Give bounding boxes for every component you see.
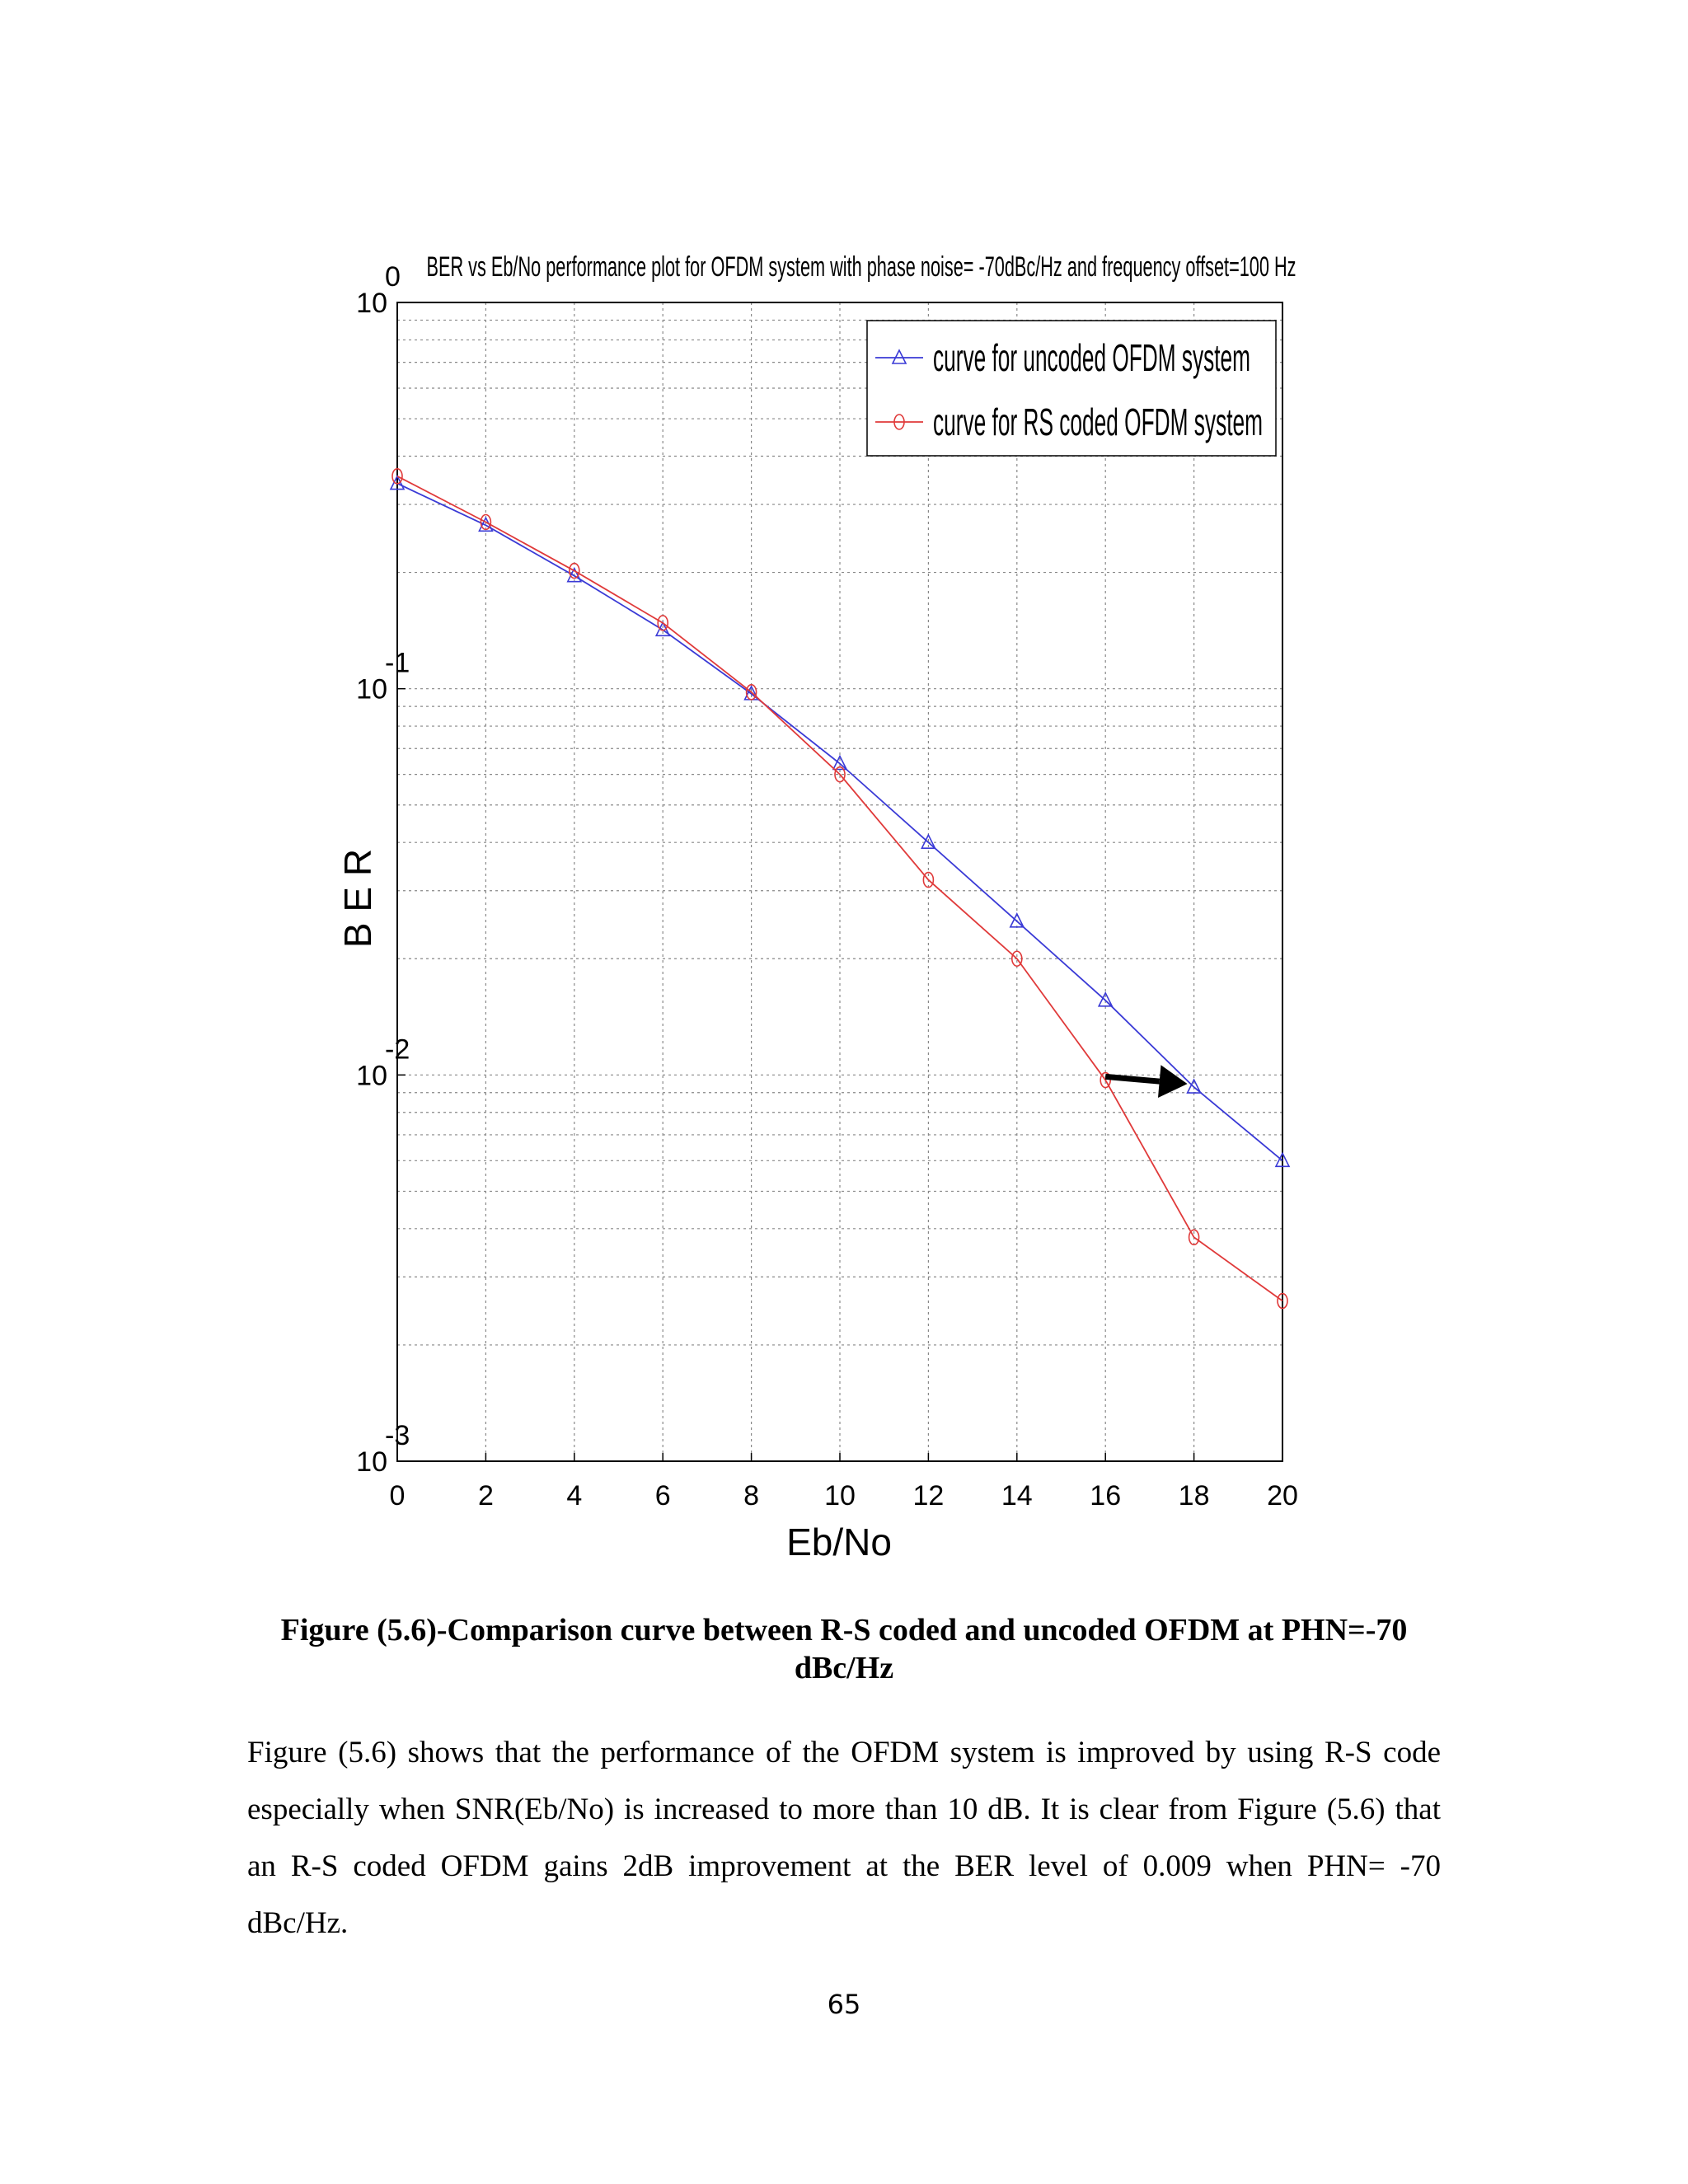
page-number: 65 (827, 1989, 861, 2020)
x-tick-label: 4 (566, 1480, 583, 1511)
x-tick-label: 14 (1001, 1480, 1033, 1511)
x-axis-label: Eb/No (786, 1521, 892, 1563)
y-tick-exponent: -3 (385, 1420, 410, 1451)
grid (397, 302, 1282, 1461)
x-tick-label: 12 (912, 1480, 945, 1511)
x-tick-label: 6 (654, 1480, 671, 1511)
x-tick-label: 18 (1178, 1480, 1210, 1511)
legend-label: curve for RS coded OFDM system (933, 401, 1263, 443)
x-tick-label: 16 (1090, 1480, 1122, 1511)
y-tick-base: 10 (356, 288, 387, 319)
chart-title: BER vs Eb/No performance plot for OFDM system with phase noise= -70dBc/Hz and frequency offset=100 Hz (426, 251, 1296, 283)
legend (867, 321, 1276, 456)
y-tick-base: 10 (356, 673, 387, 705)
figure-caption: Figure (5.6)-Comparison curve between R-S coded and uncoded OFDM at PHN=-70 dBc/Hz (280, 1613, 1408, 1685)
x-tick-label: 20 (1267, 1480, 1298, 1511)
series-layer (391, 469, 1289, 1309)
x-tick-label: 0 (389, 1480, 406, 1511)
y-axis-label: B E R (336, 848, 379, 949)
y-tick-exponent: -2 (385, 1033, 410, 1066)
annotation-arrow-shaft (1105, 1076, 1160, 1081)
x-tick-label: 8 (743, 1480, 760, 1511)
body-paragraph: Figure (5.6) shows that the performance of the OFDM system is improved by using R-S code especially when SNR(Eb/No) is increased to more than 10 dB. It is clear from Figure (5.6) that an R-S coded OFDM gains 2dB improvement at the BER level of 0.009 when PHN= -70 dBc/Hz. (247, 1736, 1441, 1940)
y-tick-exponent: 0 (385, 261, 401, 293)
annotation-layer (1105, 1065, 1187, 1098)
x-tick-label: 2 (477, 1480, 494, 1511)
legend-label: curve for uncoded OFDM system (933, 336, 1250, 379)
y-tick-base: 10 (356, 1446, 387, 1478)
y-tick-base: 10 (356, 1060, 387, 1092)
y-tick-exponent: -1 (385, 647, 410, 679)
x-tick-label: 10 (824, 1480, 856, 1511)
series-line (397, 476, 1282, 1301)
